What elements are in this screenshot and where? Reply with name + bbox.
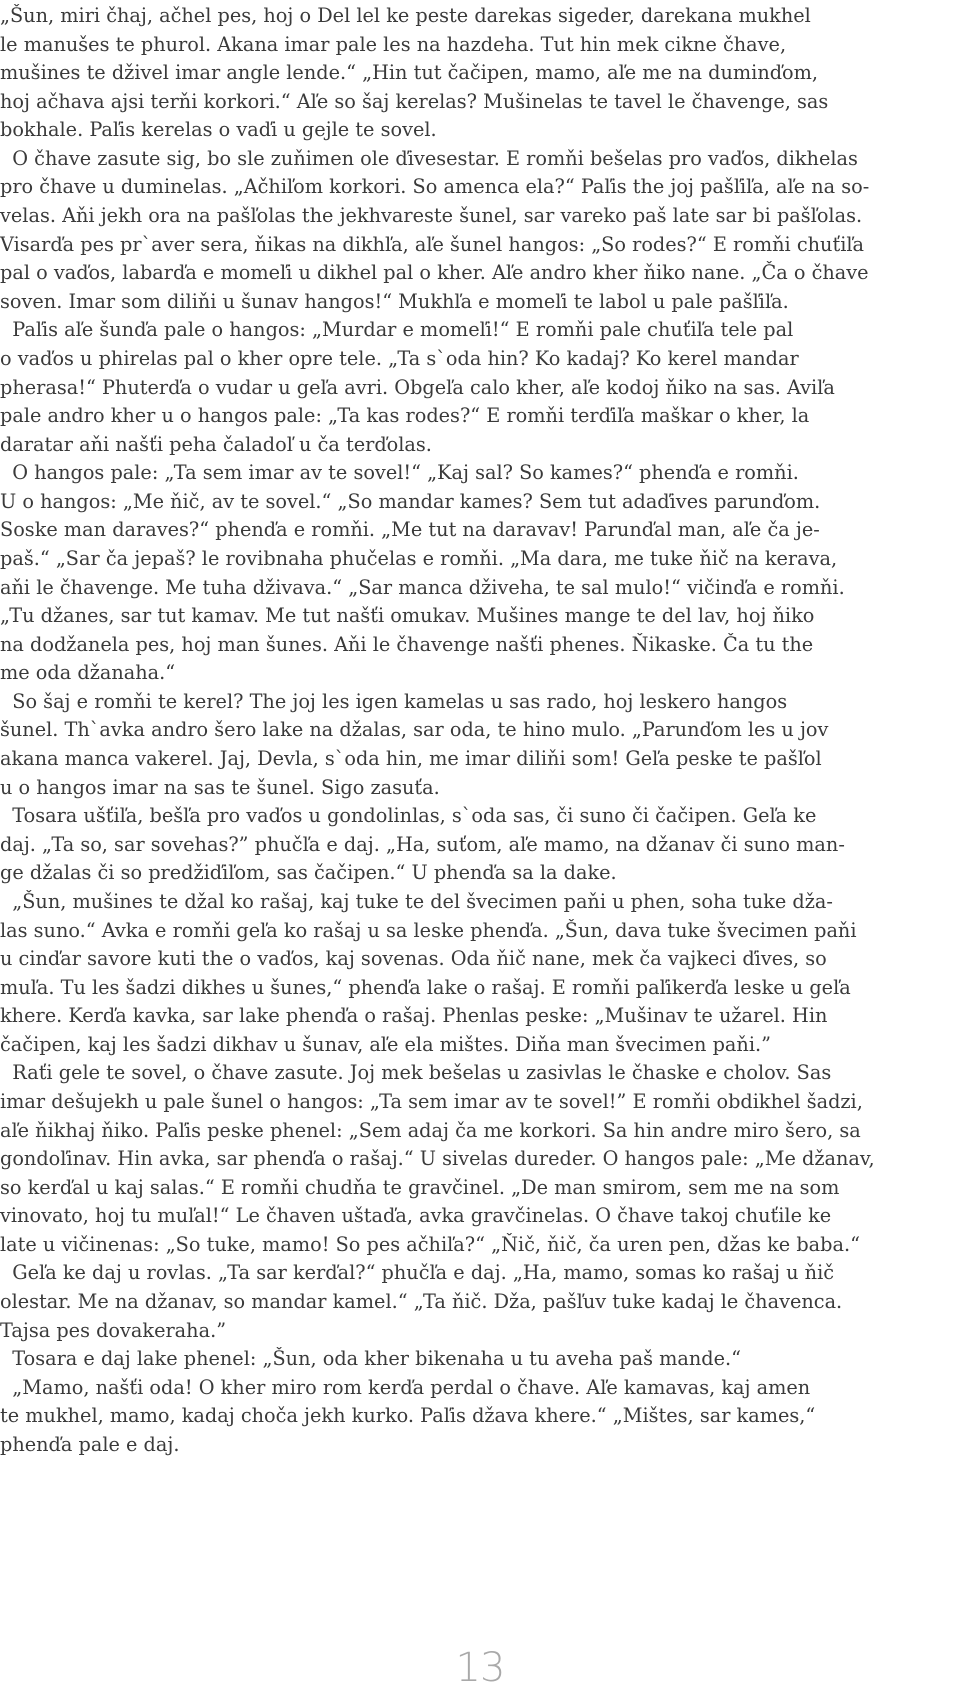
- text-line: khere. Kerďa kavka, sar lake phenďa o rašaj. Phenlas peske: „Mušinav te užarel. Hin: [0, 1004, 828, 1028]
- paragraph: [0, 888, 960, 1059]
- paragraph: [0, 802, 960, 888]
- paragraph: [0, 316, 960, 459]
- text-line: „Mamo, našťi oda! O kher miro rom kerďa perdal o čhave. Aľe kamavas, kaj amen: [0, 1375, 811, 1399]
- text-line: velas. Aňi jekh ora na pašľolas the jekhvareste šunel, sar vareko paš late sar bi pašľolas.: [0, 204, 863, 228]
- text-line: soven. Imar som diliňi u šunav hangos!“ Mukhľa e momeľi te labol u pale pašľiľa.: [0, 289, 789, 313]
- text-line: bokhale. Paľis kerelas o vaďi u gejle te sovel.: [0, 118, 437, 142]
- paragraph: [0, 459, 960, 688]
- page-number: 13: [455, 1645, 505, 1691]
- text-line: „Šun, mušines te džal ko rašaj, kaj tuke te del švecimen paňi u phen, soha tuke dža-: [0, 889, 833, 913]
- text-line: pal o vaďos, labarďa e momeľi u dikhel pal o kher. Aľe andro kher ňiko nane. „Ča o čhave: [0, 261, 869, 285]
- text-line: pherasa!“ Phuterďa o vudar u geľa avri. Obgeľa calo kher, aľe kodoj ňiko na sas. Aviľa: [0, 375, 835, 399]
- text-line: akana manca vakerel. Jaj, Devla, s`oda hin, me imar diliňi som! Geľa peske te pašľol: [0, 747, 822, 771]
- text-line: Soske man daraves?“ phenďa e romňi. „Me tut na daravav! Parunďal man, aľe ča je-: [0, 518, 820, 542]
- text-line: So šaj e romňi te kerel? The joj les igen kamelas u sas rado, hoj leskero hangos: [0, 689, 788, 713]
- text-line: mušines te dživel imar angle lende.“ „Hin tut čačipen, mamo, aľe me na duminďom,: [0, 61, 819, 85]
- text-line: aľe ňikhaj ňiko. Paľis peske phenel: „Sem adaj ča me korkori. Sa hin andre miro šero, sa: [0, 1118, 861, 1142]
- text-line: me oda džanaha.“: [0, 661, 176, 685]
- text-line: pro čhave u duminelas. „Ačhiľom korkori. So amenca ela?“ Paľis the joj pašľiľa, aľe na so-: [0, 175, 870, 199]
- text-line: so kerďal u kaj salas.“ E romňi chudňa te gravčinel. „De man smirom, sem me na som: [0, 1175, 840, 1199]
- text-line: te mukhel, mamo, kadaj choča jekh kurko. Paľis džava khere.“ „Mištes, sar kames,“: [0, 1404, 816, 1428]
- text-line: čačipen, kaj les šadzi dikhav u šunav, aľe ela mištes. Diňa man švecimen paňi.”: [0, 1032, 771, 1056]
- text-line: šunel. Th`avka andro šero lake na džalas, sar oda, te hino mulo. „Parunďom les u jov: [0, 718, 829, 742]
- text-line: Raťi gele te sovel, o čhave zasute. Joj mek bešelas u zasivlas le čhaske e cholov. Sas: [0, 1061, 832, 1085]
- text-line: daj. „Ta so, sar sovehas?” phučľa e daj. „Ha, suťom, aľe mamo, na džanav či suno man-: [0, 832, 845, 856]
- text-line: muľa. Tu les šadzi dikhes u šunes,“ phenďa lake o rašaj. E romňi paľikerďa leske u geľa: [0, 975, 851, 999]
- text-line: O čhave zasute sig, bo sle zuňimen ole ďivesestar. E romňi bešelas pro vaďos, dikhelas: [0, 146, 858, 170]
- paragraph: [0, 1345, 960, 1374]
- text-line: u o hangos imar na sas te šunel. Sigo zasuťa.: [0, 775, 440, 799]
- paragraph: [0, 1374, 960, 1460]
- text-line: Geľa ke daj u rovlas. „Ta sar kerďal?“ phučľa e daj. „Ha, mamo, somas ko rašaj u ňič: [0, 1261, 835, 1285]
- text-line: paš.“ „Sar ča jepaš? le rovibnaha phučelas e romňi. „Ma dara, me tuke ňič na kerava,: [0, 546, 838, 570]
- text-line: Paľis aľe šunďa pale o hangos: „Murdar e momeľi!“ E romňi pale chuťiľa tele pal: [0, 318, 794, 342]
- text-line: le manušes te phurol. Akana imar pale les na hazdeha. Tut hin mek cikne čhave,: [0, 32, 787, 56]
- paragraph: [0, 688, 960, 802]
- text-line: Tosara e daj lake phenel: „Šun, oda kher bikenaha u tu aveha paš mande.“: [0, 1347, 741, 1371]
- text-line: daratar aňi našťi peha čaladoľ u ča terďolas.: [0, 432, 432, 456]
- text-line: na dodžanela pes, hoj man šunes. Aňi le čhavenge našťi phenes. Ňikaske. Ča tu the: [0, 632, 814, 656]
- text-line: ge džalas či so predžiďiľom, sas čačipen.“ U phenďa sa la dake.: [0, 861, 617, 885]
- paragraph: [0, 1059, 960, 1259]
- text-line: o vaďos u phirelas pal o kher opre tele. „Ta s`oda hin? Ko kadaj? Ko kerel mandar: [0, 346, 799, 370]
- paragraph: [0, 145, 960, 316]
- text-line: imar dešujekh u pale šunel o hangos: „Ta sem imar av te sovel!” E romňi obdikhel šadzi,: [0, 1089, 863, 1113]
- text-line: u cinďar savore kuti the o vaďos, kaj sovenas. Oda ňič nane, mek ča vajkeci ďives, so: [0, 947, 827, 971]
- text-line: O hangos pale: „Ta sem imar av te sovel!“ „Kaj sal? So kames?“ phenďa e romňi.: [0, 461, 799, 485]
- text-line: Visarďa pes pr`aver sera, ňikas na dikhľa, aľe šunel hangos: „So rodes?“ E romňi chuťiľa: [0, 232, 865, 256]
- text-line: hoj ačhava ajsi terňi korkori.“ Aľe so šaj kerelas? Mušinelas te tavel le čhavenge, sas: [0, 89, 829, 113]
- text-line: pale andro kher u o hangos pale: „Ta kas rodes?“ E romňi terďiľa maškar o kher, la: [0, 404, 810, 428]
- text-line: olestar. Me na džanav, so mandar kamel.“ „Ta ňič. Dža, pašľuv tuke kadaj le čhavenca.: [0, 1290, 843, 1314]
- paragraph: [0, 1259, 960, 1345]
- text-line: late u vičinenas: „So tuke, mamo! So pes ačhiľa?“ „Ňič, ňič, ča uren pen, džas ke baba.“: [0, 1232, 860, 1256]
- text-line: „Tu džanes, sar tut kamav. Me tut našťi omukav. Mušines mange te del lav, hoj ňiko: [0, 604, 815, 628]
- text-line: Tajsa pes dovakeraha.”: [0, 1318, 227, 1342]
- text-line: „Šun, miri čhaj, ačhel pes, hoj o Del lel ke peste darekas sigeder, darekana mukhel: [0, 4, 811, 27]
- text-line: Tosara ušťiľa, bešľa pro vaďos u gondolinlas, s`oda sas, či suno či čačipen. Geľa ke: [0, 804, 817, 828]
- text-line: vinovato, hoj tu muľal!“ Le čhaven uštaďa, avka gravčinelas. O čhave takoj chuťile ke: [0, 1204, 832, 1228]
- text-line: U o hangos: „Me ňič, av te sovel.“ „So mandar kames? Sem tut adaďives parunďom.: [0, 489, 821, 513]
- paragraph: [0, 2, 960, 145]
- text-line: gondoľinav. Hin avka, sar phenďa o rašaj.“ U sivelas dureder. O hangos pale: „Me džanav,: [0, 1147, 875, 1171]
- text-line: phenďa pale e daj.: [0, 1432, 180, 1456]
- text-line: las suno.“ Avka e romňi geľa ko rašaj u sa leske phenďa. „Šun, dava tuke švecimen paňi: [0, 918, 857, 942]
- text-line: aňi le čhavenge. Me tuha dživava.“ „Sar manca dživeha, te sal mulo!“ vičinďa e romňi.: [0, 575, 845, 599]
- body-text: [0, 2, 960, 1459]
